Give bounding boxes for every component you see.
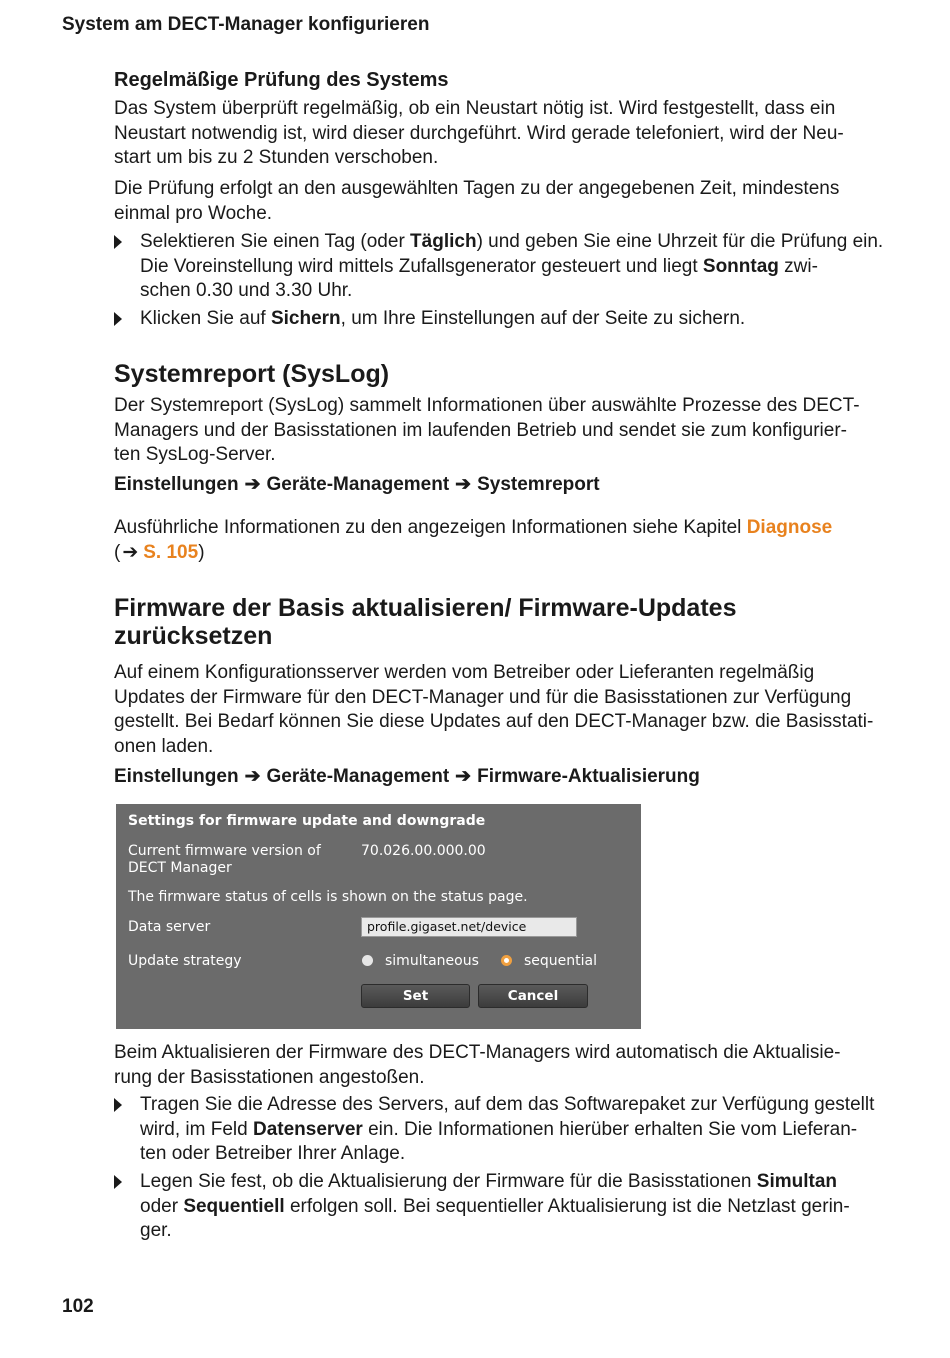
menu-path-firmware: [114, 765, 700, 790]
text-line: ten oder Betreiber Ihrer Anlage.: [140, 1143, 406, 1164]
text-line: ger.: [140, 1220, 172, 1241]
radio-sequential[interactable]: [501, 955, 512, 966]
link-diagnose[interactable]: Diagnose: [746, 517, 833, 538]
text-line: Beim Aktualisieren der Firmware des DECT-Managers wird automatisch die Aktualisie-: [114, 1042, 841, 1063]
radio-sequential-label: sequential: [524, 953, 598, 969]
path-item: Geräte-Management: [266, 766, 450, 787]
text-line: start um bis zu 2 Stunden verschoben.: [114, 147, 439, 168]
paragraph-see-diagnose: [114, 516, 904, 565]
text-line: Auf einem Konfigurationsserver werden vom Betreiber oder Lieferanten regelmäßig: [114, 662, 815, 683]
panel-title: Settings for firmware update and downgrade: [128, 813, 486, 829]
path-item: Firmware-Aktualisierung: [477, 766, 700, 787]
path-item: Systemreport: [477, 474, 600, 495]
section-heading-syslog: Systemreport (SysLog): [114, 360, 390, 388]
arrow-icon: ➔: [455, 766, 472, 787]
bullet-arrow-icon: [114, 235, 122, 249]
paragraph-syslog: [114, 394, 894, 468]
arrow-icon: ➔: [244, 766, 261, 787]
radio-simultaneous[interactable]: [362, 955, 373, 966]
text-line: Die Voreinstellung wird mittels Zufallsgenerator gesteuert und liegt Sonntag zwi-: [140, 255, 818, 277]
text-line: schen 0.30 und 3.30 Uhr.: [140, 280, 353, 301]
update-strategy-label: Update strategy: [128, 953, 242, 969]
text-line: onen laden.: [114, 735, 214, 757]
bullet-arrow-icon: [114, 1098, 122, 1112]
text-line: Neustart notwendig ist, wird dieser durchgeführt. Wird gerade telefoniert, wird der Neu-: [114, 122, 844, 144]
text-line: Die Prüfung erfolgt an den ausgewählten Tagen zu der angegebenen Zeit, mindestens: [114, 178, 840, 199]
arrow-icon: ➔: [122, 541, 139, 563]
cancel-button[interactable]: Cancel: [478, 984, 588, 1008]
path-item: Einstellungen: [114, 474, 239, 495]
text-line: Updates der Firmware für den DECT-Manager und für die Basisstationen zur Verfügung: [114, 686, 852, 708]
page-number: 102: [62, 1296, 94, 1317]
section-heading-regular-check: Regelmäßige Prüfung des Systems: [114, 69, 449, 91]
section-heading-firmware: [114, 594, 736, 650]
text-line: Ausführliche Informationen zu den angezeigen Informationen siehe Kapitel Diagnose: [114, 517, 833, 538]
text-line: ( ➔ S. 105): [114, 541, 205, 563]
running-header: System am DECT-Manager konfigurieren: [62, 14, 430, 35]
paragraph-check-schedule: [114, 177, 894, 226]
text-line: Klicken Sie auf Sichern, um Ihre Einstellungen auf der Seite zu sichern.: [140, 308, 746, 329]
heading-line: Firmware der Basis aktualisieren/ Firmware-Updates: [114, 594, 737, 622]
link-page-105[interactable]: S. 105: [143, 541, 199, 563]
text-line: ten SysLog-Server.: [114, 444, 276, 465]
bullet-click-save: [114, 307, 894, 333]
bullet-arrow-icon: [114, 1175, 122, 1189]
arrow-icon: ➔: [455, 474, 472, 495]
text-line: Selektieren Sie einen Tag (oder Täglich) und geben Sie eine Uhrzeit für die Prüfung ein.: [140, 231, 884, 252]
set-button[interactable]: Set: [361, 984, 470, 1008]
text-line: Der Systemreport (SysLog) sammelt Informationen über auswählte Prozesse des DECT-: [114, 395, 860, 416]
text-line: Das System überprüft regelmäßig, ob ein Neustart nötig ist. Wird festgestellt, dass ein: [114, 98, 836, 119]
paragraph-auto-update: [114, 1041, 904, 1090]
text-line: Tragen Sie die Adresse des Servers, auf dem das Softwarepaket zur Verfügung gestellt: [140, 1094, 875, 1115]
bullet-enter-server: [114, 1093, 894, 1168]
text-line: Legen Sie fest, ob die Aktualisierung der Firmware für die Basisstationen Simultan: [140, 1171, 838, 1192]
heading-line: zurücksetzen: [114, 622, 273, 650]
menu-path-syslog: [114, 473, 600, 498]
data-server-input[interactable]: profile.gigaset.net/device: [361, 917, 577, 937]
text-line: gestellt. Bei Bedarf können Sie diese Updates auf den DECT-Manager bzw. die Basisstati-: [114, 711, 874, 732]
bullet-select-day: [114, 230, 894, 305]
bullet-arrow-icon: [114, 312, 122, 326]
data-server-label: Data server: [128, 919, 211, 935]
text-line: rung der Basisstationen angestoßen.: [114, 1066, 425, 1088]
paragraph-firmware-updates: [114, 661, 904, 759]
firmware-version-label: Current firmware version of DECT Manager: [128, 843, 321, 876]
path-item: Einstellungen: [114, 766, 239, 787]
radio-simultaneous-label: simultaneous: [385, 953, 479, 969]
status-note: The firmware status of cells is shown on the status page.: [128, 889, 528, 905]
text-line: einmal pro Woche.: [114, 202, 273, 224]
bullet-choose-strategy: [114, 1170, 894, 1245]
firmware-version-value: 70.026.00.000.00: [361, 843, 486, 859]
text-line: Managers und der Basisstationen im laufenden Betrieb und sendet sie zum konfigurier-: [114, 419, 847, 441]
path-item: Geräte-Management: [266, 474, 450, 495]
firmware-settings-panel: [116, 804, 641, 1029]
paragraph-restart: [114, 97, 894, 171]
text-line: oder Sequentiell erfolgen soll. Bei sequentieller Aktualisierung ist die Netzlast gerin-: [140, 1195, 850, 1217]
arrow-icon: ➔: [244, 474, 261, 495]
text-line: wird, im Feld Datenserver ein. Die Informationen hierüber erhalten Sie vom Lieferan-: [140, 1118, 858, 1140]
